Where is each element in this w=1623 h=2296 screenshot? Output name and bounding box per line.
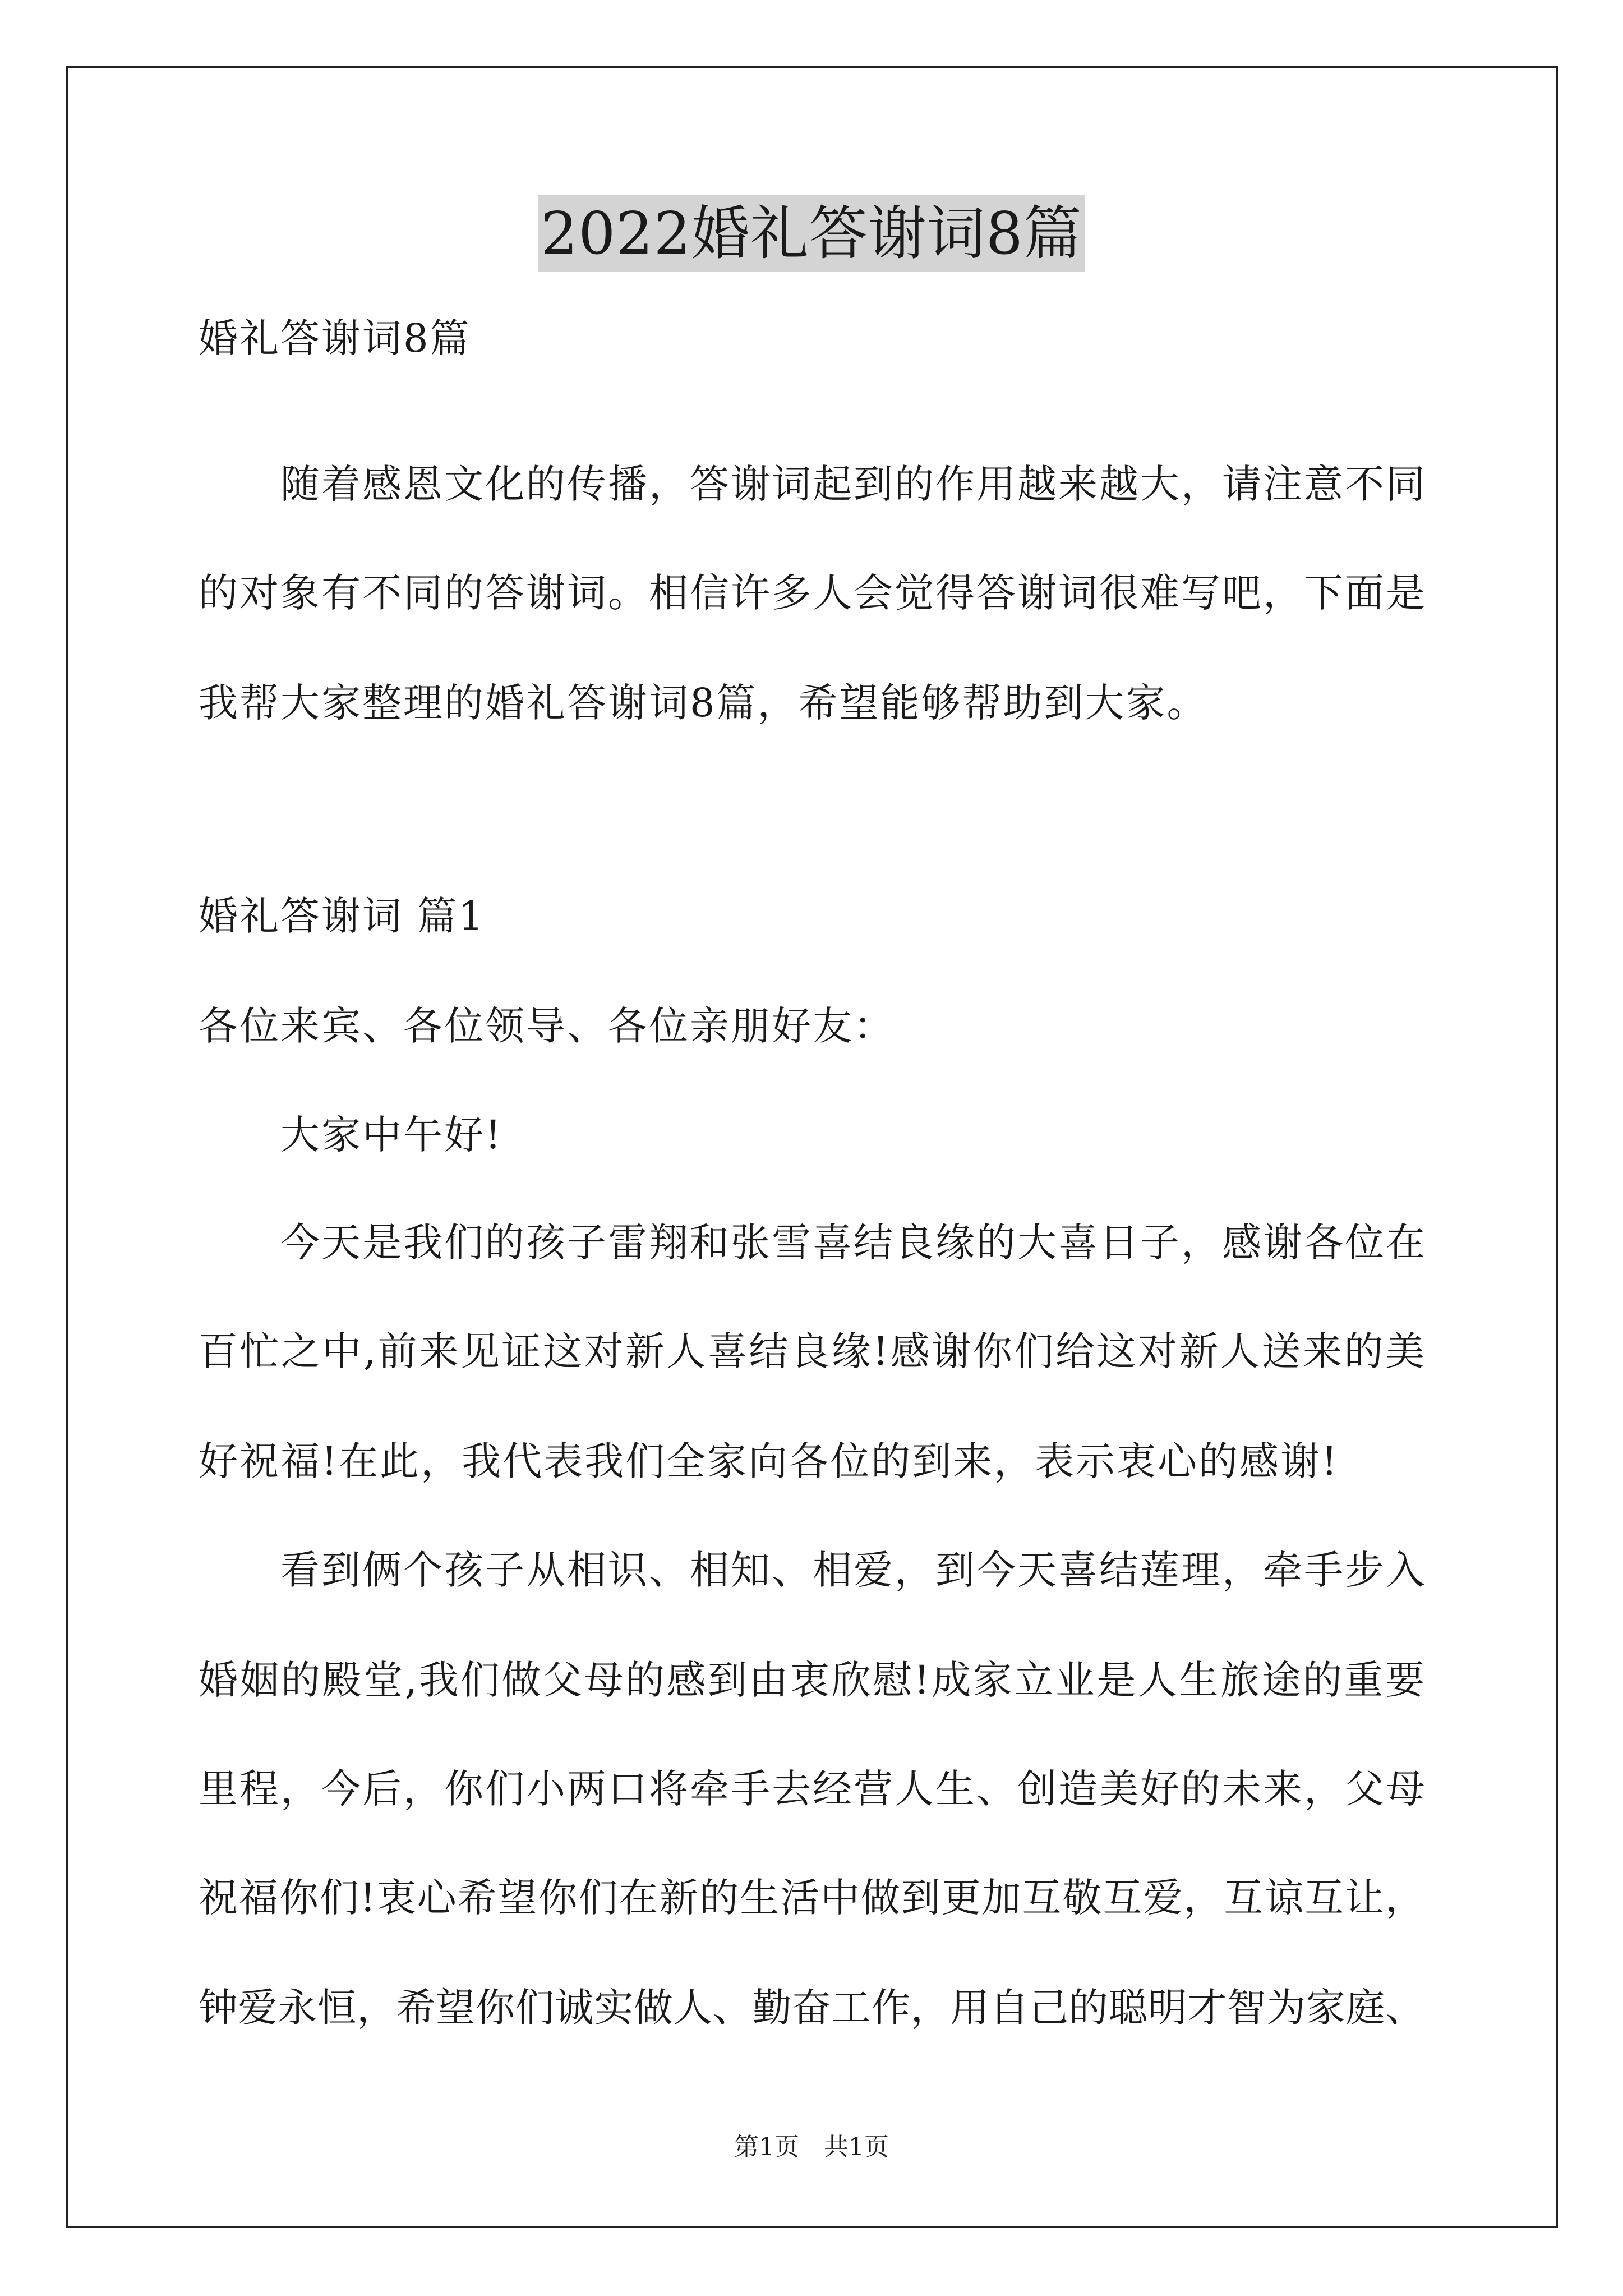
paragraph-line: 钟爱永恒，希望你们诚实做人、勤奋工作，用自己的聪明才智为家庭、 [199,1985,1424,2031]
paragraph-line: 好祝福!在此，我代表我们全家向各位的到来，表示衷心的感谢! [199,1438,1339,1484]
intro-line: 我帮大家整理的婚礼答谢词8篇，希望能够帮助到大家。 [199,680,1208,726]
paragraph-line: 看到俩个孩子从相识、相知、相爱，到今天喜结莲理，牵手步入 [280,1547,1427,1593]
document-subtitle: 婚礼答谢词8篇 [199,315,471,361]
greeting: 大家中午好! [280,1112,503,1158]
title-container [0,195,1623,272]
paragraph-line: 百忙之中,前来见证这对新人喜结良缘!感谢你们给这对新人送来的美 [199,1328,1424,1374]
salutation: 各位来宾、各位领导、各位亲朋好友： [199,1003,895,1049]
document-title: 2022婚礼答谢词8篇 [538,195,1085,272]
paragraph-line: 里程，今后，你们小两口将牵手去经营人生、创造美好的未来，父母 [199,1766,1427,1812]
intro-line: 随着感恩文化的传播，答谢词起到的作用越来越大，请注意不同 [280,461,1427,507]
intro-line: 的对象有不同的答谢词。相信许多人会觉得答谢词很难写吧，下面是 [199,570,1427,616]
section-heading: 婚礼答谢词 篇1 [199,893,485,939]
page-footer: 第1页 共1页 [734,2133,889,2161]
paragraph-line: 今天是我们的孩子雷翔和张雪喜结良缘的大喜日子，感谢各位在 [280,1220,1427,1266]
paragraph-line: 婚姻的殿堂,我们做父母的感到由衷欣慰!成家立业是人生旅途的重要 [199,1657,1424,1703]
paragraph-line: 祝福你们!衷心希望你们在新的生活中做到更加互敬互爱，互谅互让， [199,1875,1424,1921]
